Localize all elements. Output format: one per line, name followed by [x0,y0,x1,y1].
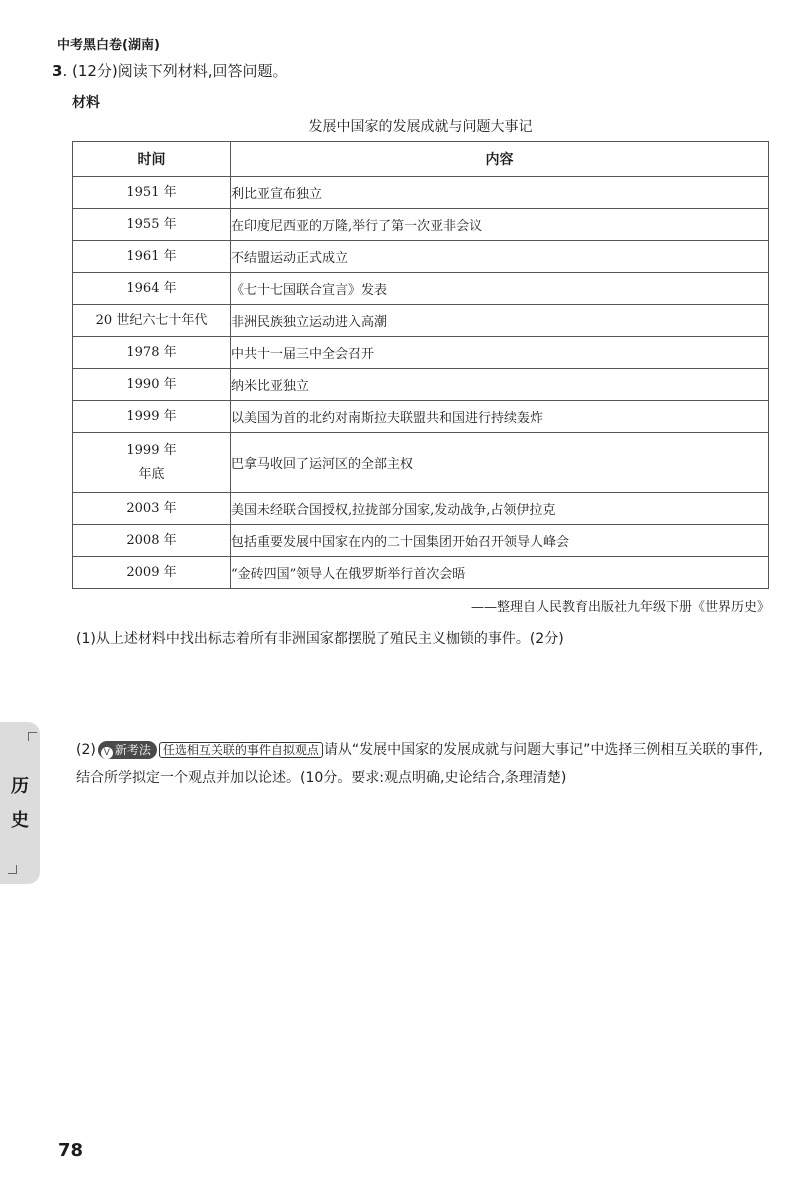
corner-bracket-icon [28,732,37,741]
event-time [73,433,231,493]
event-time: 1961 年 [73,241,231,273]
subject-label-line2: 史 [11,810,29,831]
material-label: 材料 [72,95,100,111]
subject-label-line1: 历 [11,776,29,797]
event-content: 在印度尼西亚的万隆,举行了第一次亚非会议 [231,209,769,241]
new-method-badge-label: 新考法 [114,743,151,757]
table-row [73,273,769,305]
event-content: 包括重要发展中国家在内的二十国集团开始召开领导人峰会 [231,525,769,557]
event-content: 纳米比亚独立 [231,369,769,401]
question-text: . (12分)阅读下列材料,回答问题。 [62,62,288,80]
event-content: 美国未经联合国授权,拉拢部分国家,发动战争,占领伊拉克 [231,493,769,525]
sub-question-2-body: 请从“发展中国家的发展成就与问题大事记”中选择三例相互关联的事件,结合所学拟定一个观点并加以论述。(10分。要求:观点明确,史论结合,条理清楚) [76,742,763,786]
table-row [73,525,769,557]
table-row [73,369,769,401]
event-content: 巴拿马收回了运河区的全部主权 [231,433,769,493]
event-content: 《七十七国联合宣言》发表 [231,273,769,305]
table-row [73,305,769,337]
book-header: 中考黑白卷(湖南) [57,38,160,53]
subject-label [0,770,40,838]
sub-question-2 [76,736,776,792]
event-time: 1964 年 [73,273,231,305]
table-row [73,557,769,589]
event-time-extra: 年底 [138,466,165,482]
table-row [73,209,769,241]
table-row [73,493,769,525]
corner-bracket-icon [8,865,17,874]
event-time-year: 1999 年 [126,442,177,458]
column-header-content: 内容 [231,142,769,177]
question-stem [52,60,288,81]
sub-question-1: (1)从上述材料中找出标志着所有非洲国家都摆脱了殖民主义枷锁的事件。(2分) [76,631,564,647]
event-time: 20 世纪六七十年代 [73,305,231,337]
event-time: 1978 年 [73,337,231,369]
event-time: 1999 年 [73,401,231,433]
table-row [73,401,769,433]
event-time: 1951 年 [73,177,231,209]
question-number: 3 [52,62,63,80]
column-header-time: 时间 [73,142,231,177]
new-method-badge [98,741,157,759]
event-time: 2003 年 [73,493,231,525]
table-title: 发展中国家的发展成就与问题大事记 [308,119,533,135]
page-number: 78 [58,1140,84,1161]
event-content: 利比亚宣布独立 [231,177,769,209]
table-row [73,241,769,273]
event-content: “金砖四国”领导人在俄罗斯举行首次会晤 [231,557,769,589]
table-row [73,177,769,209]
event-time: 1955 年 [73,209,231,241]
table-row [73,337,769,369]
event-content: 以美国为首的北约对南斯拉夫联盟共和国进行持续轰炸 [231,401,769,433]
event-content: 中共十一届三中全会召开 [231,337,769,369]
events-table [72,141,769,589]
event-time: 1990 年 [73,369,231,401]
event-time: 2008 年 [73,525,231,557]
event-time: 2009 年 [73,557,231,589]
method-tag: 任选相互关联的事件自拟观点 [159,742,323,758]
subject-side-tab [0,722,40,884]
table-row [73,433,769,493]
check-icon: V [101,747,113,759]
table-header-row [73,142,769,177]
source-citation: ——整理自人民教育出版社九年级下册《世界历史》 [470,600,770,615]
event-content: 不结盟运动正式成立 [231,241,769,273]
sub-question-2-prefix: (2) [76,742,96,758]
event-content: 非洲民族独立运动进入高潮 [231,305,769,337]
